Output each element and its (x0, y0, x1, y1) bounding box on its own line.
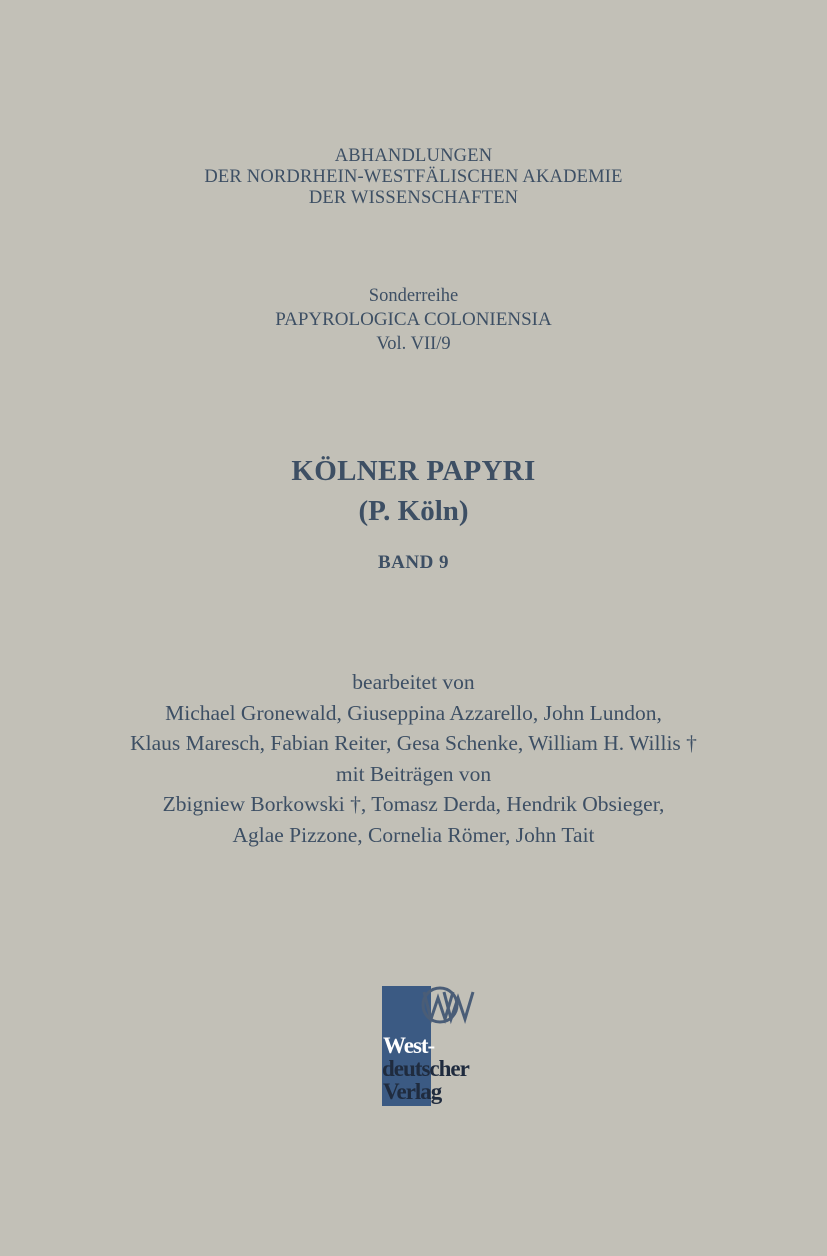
band-number: BAND 9 (377, 552, 450, 573)
series-line-3: DER WISSENSCHAFTEN (308, 188, 519, 208)
publisher-line-3: Verlag (383, 1079, 442, 1104)
series-heading (0, 146, 827, 209)
publisher-logo (382, 986, 478, 1116)
subseries-name: PAPYROLOGICA COLONIENSIA (275, 309, 552, 330)
book-title: KÖLNER PAPYRI (291, 455, 536, 487)
credits-block (0, 667, 827, 850)
contributors-line-2: Aglae Pizzone, Cornelia Römer, John Tait (232, 822, 595, 847)
ww-monogram-icon (420, 986, 478, 1026)
series-line-1: ABHANDLUNGEN (334, 146, 493, 166)
subseries-volume: Vol. VII/9 (376, 334, 451, 354)
contributors-line-1: Zbigniew Borkowski †, Tomasz Derda, Hendrik Obsieger, (162, 792, 665, 816)
editors-line-1: Michael Gronewald, Giuseppina Azzarello, John Lundon, (165, 700, 662, 725)
subseries-label: Sonderreihe (368, 286, 459, 306)
publisher-line-1: West- (383, 1033, 435, 1058)
series-line-2: DER NORDRHEIN-WESTFÄLISCHEN AKADEMIE (204, 167, 623, 187)
book-subtitle: (P. Köln) (358, 495, 469, 527)
contributors-intro: mit Beiträgen von (335, 761, 492, 786)
publisher-line-2: deutscher (382, 1056, 469, 1081)
editors-line-2: Klaus Maresch, Fabian Reiter, Gesa Schenke, William H. Willis † (130, 731, 697, 755)
editors-intro: bearbeitet von (352, 670, 475, 694)
subseries-block (0, 284, 827, 356)
